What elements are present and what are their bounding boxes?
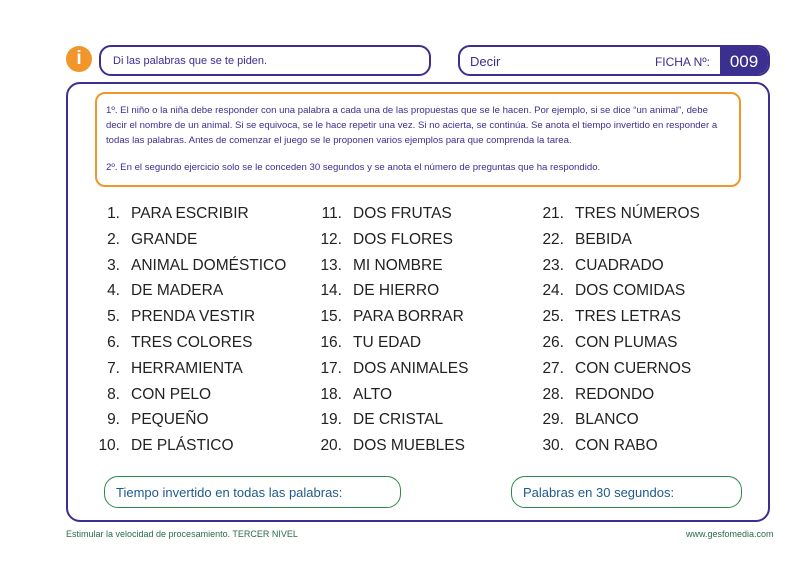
word-item-text: DOS COMIDAS <box>575 282 686 300</box>
word-item-text: TRES LETRAS <box>575 308 681 326</box>
footer-website: www.gesfomedia.com <box>686 529 774 539</box>
ficha-label: FICHA Nº: <box>654 55 710 69</box>
word-item-number: 16. <box>320 334 342 351</box>
word-item-text: DOS FRUTAS <box>353 205 452 222</box>
word-item-number: 19. <box>320 411 342 429</box>
word-item-text: CON RABO <box>575 437 658 455</box>
word-item-text: MI NOMBRE <box>353 256 443 274</box>
word-item-text: DE MADERA <box>131 282 224 300</box>
word-item-number: 14. <box>320 282 342 300</box>
word-item-number: 10. <box>98 437 120 455</box>
word-item-number: 9. <box>107 411 120 429</box>
word-item-number: 30. <box>542 437 564 455</box>
word-item-number: 28. <box>542 385 564 403</box>
word-item-text: CON CUERNOS <box>575 359 692 377</box>
word-item-text: GRANDE <box>131 230 198 248</box>
count-result-box <box>511 476 742 508</box>
word-item-number: 29. <box>542 411 564 429</box>
word-item-number: 18. <box>320 385 342 403</box>
word-item-text: CON PELO <box>131 385 212 403</box>
word-item-text: TRES NÚMEROS <box>575 205 700 222</box>
topic-title: Decir <box>470 54 501 69</box>
instruction-text: Di las palabras que se te piden. <box>113 55 268 67</box>
word-item-text: PEQUEÑO <box>131 411 209 429</box>
time-result-label: Tiempo invertido en todas las palabras: <box>116 485 343 500</box>
word-item-number: 1. <box>107 205 120 222</box>
word-item-number: 20. <box>320 437 342 455</box>
time-result-box <box>104 476 401 508</box>
word-item-number: 4. <box>107 282 120 300</box>
word-item-number: 24. <box>542 282 564 300</box>
word-item-text: HERRAMIENTA <box>131 359 243 377</box>
word-item-number: 7. <box>107 359 120 377</box>
word-item-text: PARA ESCRIBIR <box>131 205 249 222</box>
word-item-number: 5. <box>107 308 120 326</box>
instructions-paragraph-2: 2º. En el segundo ejercicio solo se le conceden 30 segundos y se anota el número de preguntas que ha respondido. <box>106 162 601 173</box>
word-item-number: 6. <box>107 334 120 351</box>
count-result-label: Palabras en 30 segundos: <box>523 485 675 500</box>
word-item-text: DOS FLORES <box>353 230 453 248</box>
word-item-text: DE PLÁSTICO <box>131 437 234 455</box>
word-item-text: TU EDAD <box>353 334 422 351</box>
word-item-text: DE HIERRO <box>353 282 440 300</box>
word-item-text: BLANCO <box>575 411 639 429</box>
word-item-text: BEBIDA <box>575 230 632 248</box>
word-item-text: DOS MUEBLES <box>353 437 465 455</box>
word-item-number: 15. <box>320 308 342 326</box>
ficha-number: 009 <box>720 47 768 74</box>
word-item-text: CUADRADO <box>575 256 664 274</box>
word-item-text: ANIMAL DOMÉSTICO <box>131 256 287 274</box>
info-icon: i <box>66 46 92 72</box>
word-item-number: 23. <box>542 256 564 274</box>
word-item-number: 17. <box>320 359 342 377</box>
word-item-text: TRES COLORES <box>131 334 253 351</box>
word-item-number: 2. <box>107 230 120 248</box>
word-item-text: ALTO <box>353 385 393 403</box>
instruction-box <box>99 45 431 76</box>
word-item-number: 27. <box>542 359 564 377</box>
word-item-text: PARA BORRAR <box>353 308 464 326</box>
word-item-number: 26. <box>542 334 564 351</box>
word-item-number: 12. <box>320 230 342 248</box>
word-item-number: 25. <box>542 308 564 326</box>
word-item-number: 21. <box>542 205 564 222</box>
word-item-text: DOS ANIMALES <box>353 359 469 377</box>
footer-title: Estimular la velocidad de procesamiento. TERCER NIVEL <box>66 529 298 539</box>
instructions-paragraph-1: 1º. El niño o la niña debe responder con una palabra a cada una de las propuestas que se le hacen. Por ejemplo, si se dice “un animal”, debe decir el nombre de un animal. Si se equivoca, se le hace repetir una vez. Si no acierta, se continúa. Se anota el tiempo invertido en responder a todas las palabras. Antes de comenzar el juego se le proponen varios ejemplos para que comprenda la tarea. <box>106 105 718 146</box>
word-item-number: 13. <box>320 256 342 274</box>
word-item-number: 8. <box>107 385 120 403</box>
word-item-number: 22. <box>542 230 564 248</box>
title-box <box>458 45 770 76</box>
word-item-number: 3. <box>107 256 120 274</box>
word-item-number: 11. <box>321 205 342 222</box>
word-item-text: DE CRISTAL <box>353 411 444 429</box>
word-item-text: CON PLUMAS <box>575 334 678 351</box>
word-item-text: REDONDO <box>575 385 655 403</box>
instructions-box <box>95 92 741 187</box>
word-item-text: PRENDA VESTIR <box>131 308 256 326</box>
